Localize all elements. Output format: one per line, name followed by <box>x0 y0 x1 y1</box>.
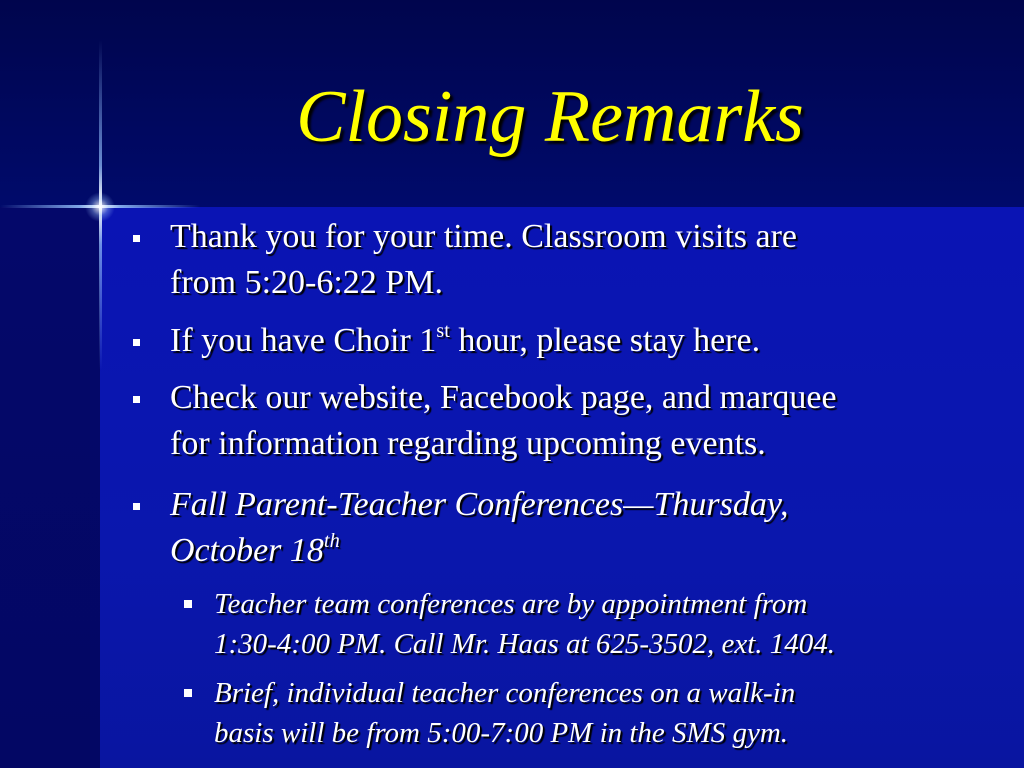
bullet-marker <box>133 503 140 510</box>
bullet-2-text-end: hour, please stay here. <box>449 322 761 359</box>
bullet-4-date: October 18 <box>170 532 324 569</box>
bullet-marker <box>133 396 140 403</box>
sub-bullet-marker <box>184 689 192 697</box>
bullet-4-line-1: Fall Parent-Teacher Conferences—Thursday, <box>170 486 789 523</box>
bullet-4-line-2 <box>170 528 340 574</box>
bullet-2 <box>170 318 760 364</box>
bullet-4-superscript: th <box>323 529 340 552</box>
bullet-1-line-1: Thank you for your time. Classroom visits are <box>170 218 798 255</box>
sub-bullet-2-line-2: basis will be from 5:00-7:00 PM in the SMS gym. <box>214 717 789 749</box>
bullet-3-line-2: for information regarding upcoming events. <box>170 425 766 462</box>
bullet-1-line-2: from 5:20-6:22 PM. <box>170 264 443 301</box>
bullet-marker <box>133 339 140 346</box>
bullet-2-superscript: st <box>436 319 450 342</box>
sub-bullet-marker <box>184 600 192 608</box>
bullet-marker <box>133 235 140 242</box>
sub-bullet-1-line-2: 1:30-4:00 PM. Call Mr. Haas at 625-3502, ext. 1404. <box>214 628 836 660</box>
sub-bullet-2-line-1: Brief, individual teacher conferences on a walk-in <box>214 677 796 709</box>
bullet-2-text: If you have Choir 1 <box>170 322 437 359</box>
slide-title: Closing Remarks <box>296 76 804 158</box>
bullet-3-line-1: Check our website, Facebook page, and marquee <box>170 379 837 416</box>
sub-bullet-1-line-1: Teacher team conferences are by appointment from <box>214 588 808 620</box>
